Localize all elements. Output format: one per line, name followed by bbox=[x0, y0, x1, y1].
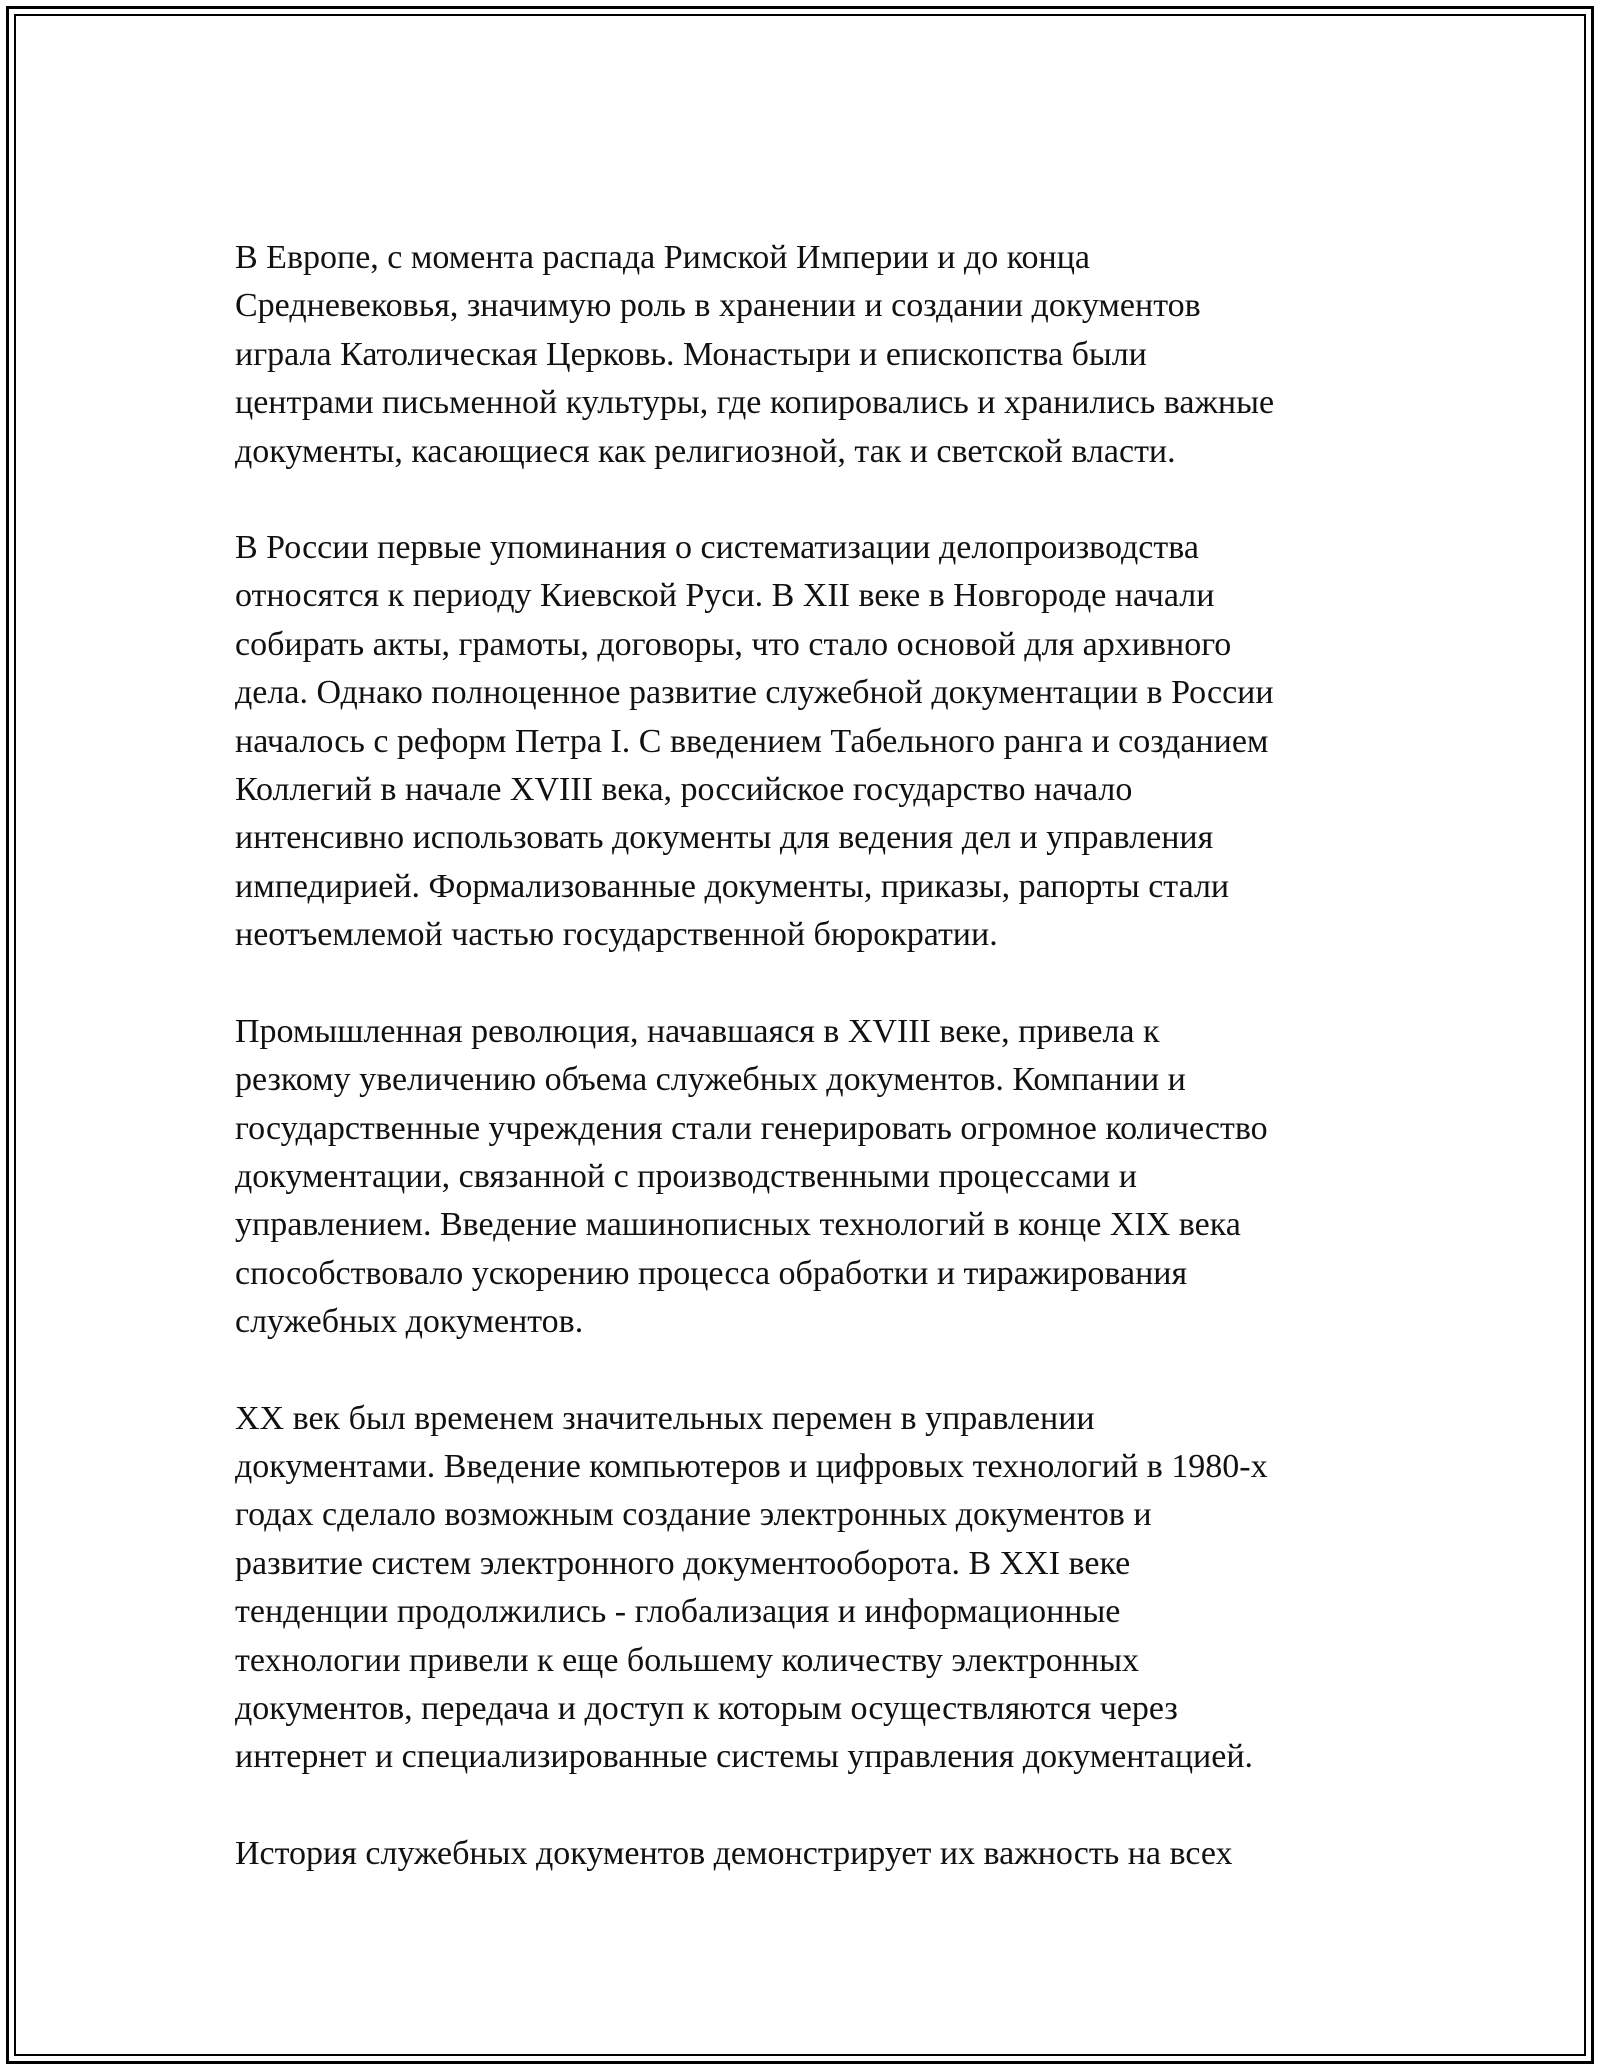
text-line: началось с реформ Петра I. С введением Табельного ранга и созданием bbox=[235, 722, 1269, 760]
text-line: способствовало ускорению процесса обработки и тиражирования bbox=[235, 1254, 1188, 1292]
text-line: развитие систем электронного документооборота. В XXI веке bbox=[235, 1544, 1131, 1582]
document-body bbox=[235, 234, 1375, 1926]
text-line: импедирией. Формализованные документы, приказы, рапорты стали bbox=[235, 867, 1230, 905]
paragraph-russia bbox=[235, 524, 1375, 960]
paragraph-europe bbox=[235, 234, 1375, 476]
text-line: центрами письменной культуры, где копировались и хранились важные bbox=[235, 384, 1275, 422]
text-line: интернет и специализированные системы управления документацией. bbox=[235, 1738, 1254, 1776]
text-line: относятся к периоду Киевской Руси. В XII веке в Новгороде начали bbox=[235, 577, 1215, 615]
text-line: интенсивно использовать документы для ведения дел и управления bbox=[235, 819, 1214, 857]
paragraph-industrial-revolution bbox=[235, 1008, 1375, 1347]
text-line: технологии привели к еще большему количеству электронных bbox=[235, 1641, 1140, 1679]
text-line: XX век был временем значительных перемен в управлении bbox=[235, 1399, 1095, 1437]
text-line: годах сделало возможным создание электронных документов и bbox=[235, 1496, 1152, 1534]
text-line: играла Католическая Церковь. Монастыри и епископства были bbox=[235, 335, 1147, 373]
text-line: В Европе, с момента распада Римской Империи и до конца bbox=[235, 239, 1090, 276]
text-line: документов, передача и доступ к которым осуществляются через bbox=[235, 1689, 1178, 1727]
text-line: Средневековья, значимую роль в хранении и создании документов bbox=[235, 287, 1201, 325]
text-line: государственные учреждения стали генерировать огромное количество bbox=[235, 1109, 1268, 1147]
paragraph-conclusion bbox=[235, 1830, 1375, 1878]
text-line: История служебных документов демонстрирует их важность на всех bbox=[235, 1834, 1233, 1872]
paragraph-20th-century bbox=[235, 1395, 1375, 1782]
text-line: тенденции продолжились - глобализация и информационные bbox=[235, 1593, 1121, 1631]
text-line: документации, связанной с производственными процессами и bbox=[235, 1157, 1137, 1195]
text-line: В России первые упоминания о систематизации делопроизводства bbox=[235, 529, 1199, 567]
text-line: дела. Однако полноценное развитие служебной документации в России bbox=[235, 674, 1274, 712]
text-line: управлением. Введение машинописных технологий в конце XIX века bbox=[235, 1206, 1241, 1244]
text-line: служебных документов. bbox=[235, 1303, 584, 1341]
text-line: документы, касающиеся как религиозной, так и светской власти. bbox=[235, 432, 1176, 470]
text-line: неотъемлемой частью государственной бюрократии. bbox=[235, 916, 998, 954]
text-line: собирать акты, грамоты, договоры, что стало основой для архивного bbox=[235, 625, 1232, 663]
text-line: Промышленная революция, начавшаяся в XVIII веке, привела к bbox=[235, 1012, 1160, 1050]
text-line: документами. Введение компьютеров и цифровых технологий в 1980-х bbox=[235, 1447, 1268, 1485]
text-line: Коллегий в начале XVIII века, российское государство начало bbox=[235, 771, 1133, 809]
text-line: резкому увеличению объема служебных документов. Компании и bbox=[235, 1061, 1186, 1099]
